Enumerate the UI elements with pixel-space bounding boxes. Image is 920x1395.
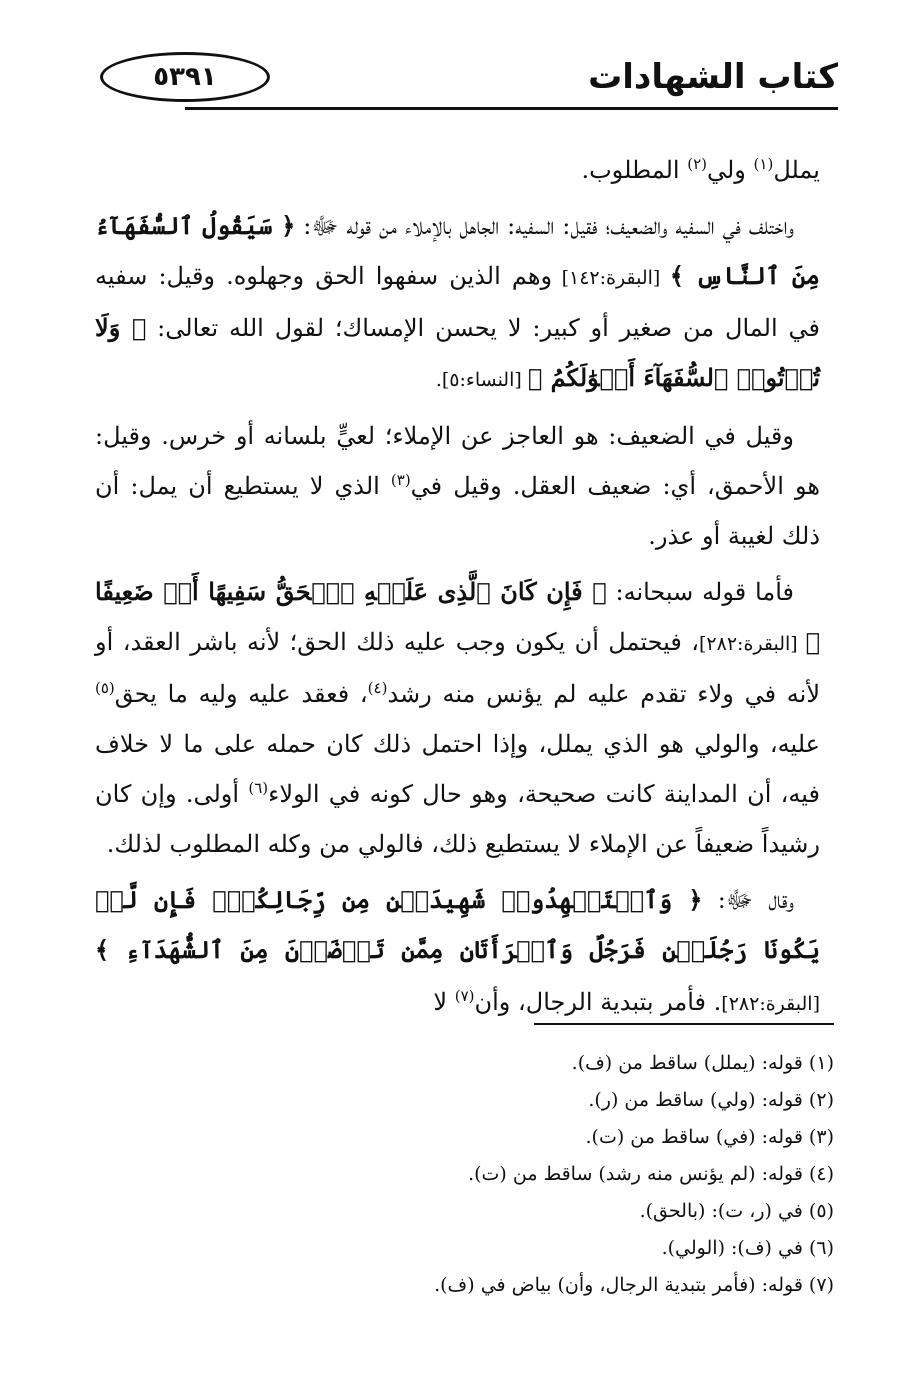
header-divider (185, 107, 838, 110)
paragraph-2 (95, 201, 820, 405)
text-run: فأما قوله سبحانه: (606, 578, 794, 606)
text-run: وقال ﷻ: (702, 886, 794, 914)
verse-reference: [البقرة:١٤٢] (552, 267, 670, 289)
text-run: يملل (773, 156, 820, 184)
text-run: . فأمر بتبدية الرجال، وأن (474, 988, 722, 1016)
text-run: أولى. وإن كان رشيداً ضعيفاً عن الإملاء لا يستطيع ذلك، فالولي من وكله المطلوب لذلك. (95, 780, 820, 858)
quran-verse: ﴿ وَٱسۡتَشۡهِدُوا۟ شَهِيدَيۡنِ مِن رِّجَالِكُمۡۖ فَإِن لَّمۡ يَكُونَا رَجُلَيۡنِ فَرَجُلٌ وَٱمۡرَأَتَانِ مِمَّن تَرۡضَوۡنَ مِنَ ٱلشُّهَدَآءِ ﴾ (95, 885, 820, 964)
text-run: المطلوب. (581, 156, 688, 184)
text-run: عليه، والولي هو الذي يملل، وإذا احتمل ذلك كان حمله على ما لا خلاف فيه، أن المداينة كانت صحيحة، وهو حال كونه في الولاء (95, 730, 820, 808)
text-run: ولي (706, 156, 754, 184)
verse-reference: [النساء:٥]. (435, 369, 528, 391)
quran-verse: ﴿ فَإِن كَانَ ٱلَّذِى عَلَيۡهِ ٱلۡحَقُّ سَفِيهًا أَوۡ ضَعِيفًا ﴾ (95, 577, 820, 656)
footnote-5: (٥) في (ر، ت): (بالحق). (639, 1200, 834, 1222)
footnote-7: (٧) قوله: (فأمر بتبدية الرجال، وأن) بياض في (ف). (434, 1274, 834, 1296)
text-run: وهم الذين سفهوا الحق وجهلوه. وقيل: سفيه في المال من صغير أو كبير: لا يحسن الإمساك؛ لقول الله تعالى: (95, 262, 820, 342)
page-header (90, 52, 838, 110)
footnote-divider (534, 1023, 834, 1025)
verse-reference: [البقرة:٢٨٢] (699, 633, 806, 655)
footnote-ref: (٧) (454, 987, 475, 1005)
footnote-ref: (٤) (367, 679, 388, 697)
footnote-ref: (٦) (248, 779, 269, 797)
quran-verse: ﴿ وَلَا تُؤۡتُوا۟ ٱلسُّفَهَآءَ أَمۡوَٰلَكُمُ ﴾ (95, 313, 820, 392)
main-text (95, 145, 820, 1035)
footnote-ref: (٣) (390, 471, 411, 489)
text-run: الذي لا يستطيع أن يمل: أن ذلك لغيبة أو عذر. (95, 472, 820, 550)
footnote-2: (٢) قوله: (ولي) ساقط من (ر). (588, 1089, 834, 1111)
footnote-ref: (١) (753, 155, 774, 173)
quran-verse: ﴿ سَيَقُولُ ٱلسُّفَهَآءُ مِنَ ٱلنَّاسِ ﴾ (95, 211, 820, 290)
text-run: ، فيحتمل أن يكون وجب عليه ذلك الحق؛ لأنه باشر العقد، أو لأنه في ولاء تقدم عليه لم يؤنس منه رشد (95, 628, 821, 708)
footnote-3: (٣) قوله: (في) ساقط من (ت). (585, 1126, 834, 1148)
book-title: كتاب الشهادات (588, 57, 838, 97)
paragraph-5 (95, 875, 820, 1029)
footnote-1: (١) قوله: (يملل) ساقط من (ف). (571, 1052, 834, 1074)
verse-reference: [البقرة:٢٨٢] (721, 993, 820, 1015)
footnotes (120, 1045, 834, 1304)
footnote-4: (٤) قوله: (لم يؤنس منه رشد) ساقط من (ت). (468, 1163, 834, 1185)
paragraph-1 (95, 145, 820, 195)
page-number: ٥٣٩١ (100, 52, 270, 102)
text-run: وقيل في الضعيف: هو العاجز عن الإملاء؛ لعيٍّ بلسانه أو خرس. وقيل: هو الأحمق، أي: ضعيف العقل. وقيل في (95, 422, 820, 500)
text-run: ، فعقد عليه وليه ما يحق (114, 680, 368, 708)
paragraph-4 (95, 567, 820, 869)
footnote-ref: (٥) (95, 679, 115, 697)
text-run: واختلف في السفيه والضعيف؛ فقيل: السفيه: الجاهل بالإملاء من قوله ﷻ: (295, 212, 794, 240)
footnote-6: (٦) في (ف): (الولي). (661, 1237, 834, 1259)
footnote-ref: (٢) (687, 155, 707, 173)
paragraph-3 (95, 411, 820, 561)
text-run: لا (433, 988, 455, 1016)
